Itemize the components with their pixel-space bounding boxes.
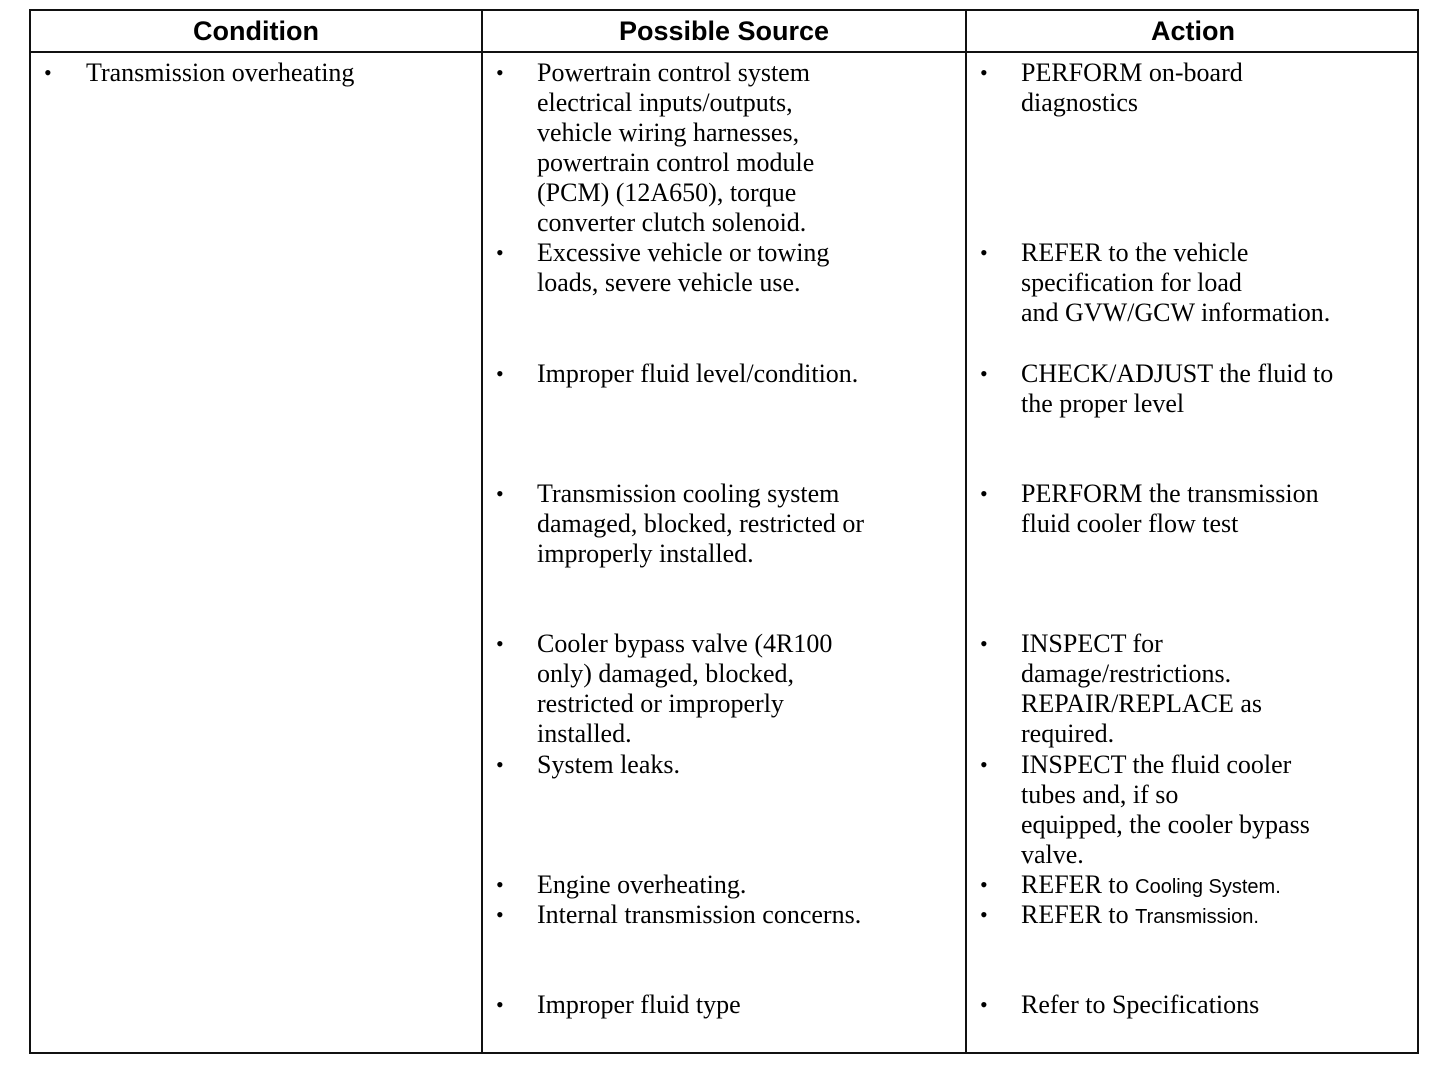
header-action: Action bbox=[1151, 16, 1235, 46]
action-reference: Transmission. bbox=[1135, 906, 1259, 928]
source-item: Engine overheating. bbox=[537, 870, 747, 899]
column-divider bbox=[481, 11, 483, 1052]
bullet-icon: • bbox=[496, 240, 504, 265]
source-item: System leaks. bbox=[537, 750, 680, 779]
bullet-icon: • bbox=[980, 992, 988, 1017]
source-item: Improper fluid level/condition. bbox=[537, 359, 859, 388]
bullet-icon: • bbox=[496, 752, 504, 777]
bullet-icon: • bbox=[496, 872, 504, 897]
action-item: PERFORM on-board diagnostics bbox=[1021, 58, 1243, 117]
source-item: Cooler bypass valve (4R100 only) damaged, blocked, restricted or improperly installed. bbox=[537, 629, 833, 748]
action-item bbox=[1021, 870, 1281, 902]
bullet-icon: • bbox=[496, 361, 504, 386]
action-reference: Cooling System. bbox=[1135, 876, 1281, 898]
action-item: PERFORM the transmission fluid cooler flow test bbox=[1021, 479, 1319, 538]
source-item: Transmission cooling system damaged, blocked, restricted or improperly installed. bbox=[537, 479, 865, 568]
header-condition: Condition bbox=[193, 16, 319, 46]
action-verb: REFER to bbox=[1021, 870, 1136, 899]
source-item: Improper fluid type bbox=[537, 990, 741, 1019]
column-divider bbox=[965, 11, 967, 1052]
action-item: REFER to the vehicle specification for load and GVW/GCW information. bbox=[1021, 238, 1331, 327]
action-item: Refer to Specifications bbox=[1021, 990, 1260, 1019]
action-item bbox=[1021, 900, 1259, 932]
action-item: INSPECT the fluid cooler tubes and, if so equipped, the cooler bypass valve. bbox=[1021, 750, 1310, 869]
bullet-icon: • bbox=[496, 60, 504, 85]
bullet-icon: • bbox=[980, 240, 988, 265]
bullet-icon: • bbox=[980, 60, 988, 85]
bullet-icon: • bbox=[980, 752, 988, 777]
bullet-icon: • bbox=[496, 631, 504, 656]
bullet-icon: • bbox=[980, 631, 988, 656]
source-item: Powertrain control system electrical inputs/outputs, vehicle wiring harnesses, powertrain control module (PCM) (12A650), torque converter clutch solenoid. bbox=[537, 58, 815, 237]
action-item: CHECK/ADJUST the fluid to the proper level bbox=[1021, 359, 1334, 418]
bullet-icon: • bbox=[496, 992, 504, 1017]
source-item: Internal transmission concerns. bbox=[537, 900, 862, 929]
source-item: Excessive vehicle or towing loads, severe vehicle use. bbox=[537, 238, 830, 297]
action-item: INSPECT for damage/restrictions. REPAIR/REPLACE as required. bbox=[1021, 629, 1263, 748]
bullet-icon: • bbox=[980, 902, 988, 927]
bullet-icon: • bbox=[980, 361, 988, 386]
bullet-icon: • bbox=[496, 481, 504, 506]
action-verb: REFER to bbox=[1021, 900, 1136, 929]
table-header-row bbox=[31, 11, 1417, 53]
bullet-icon: • bbox=[980, 872, 988, 897]
bullet-icon: • bbox=[980, 481, 988, 506]
header-possible-source: Possible Source bbox=[618, 16, 830, 46]
condition-text: Transmission overheating bbox=[86, 58, 355, 87]
bullet-icon: • bbox=[496, 902, 504, 927]
bullet-icon: • bbox=[44, 60, 52, 85]
